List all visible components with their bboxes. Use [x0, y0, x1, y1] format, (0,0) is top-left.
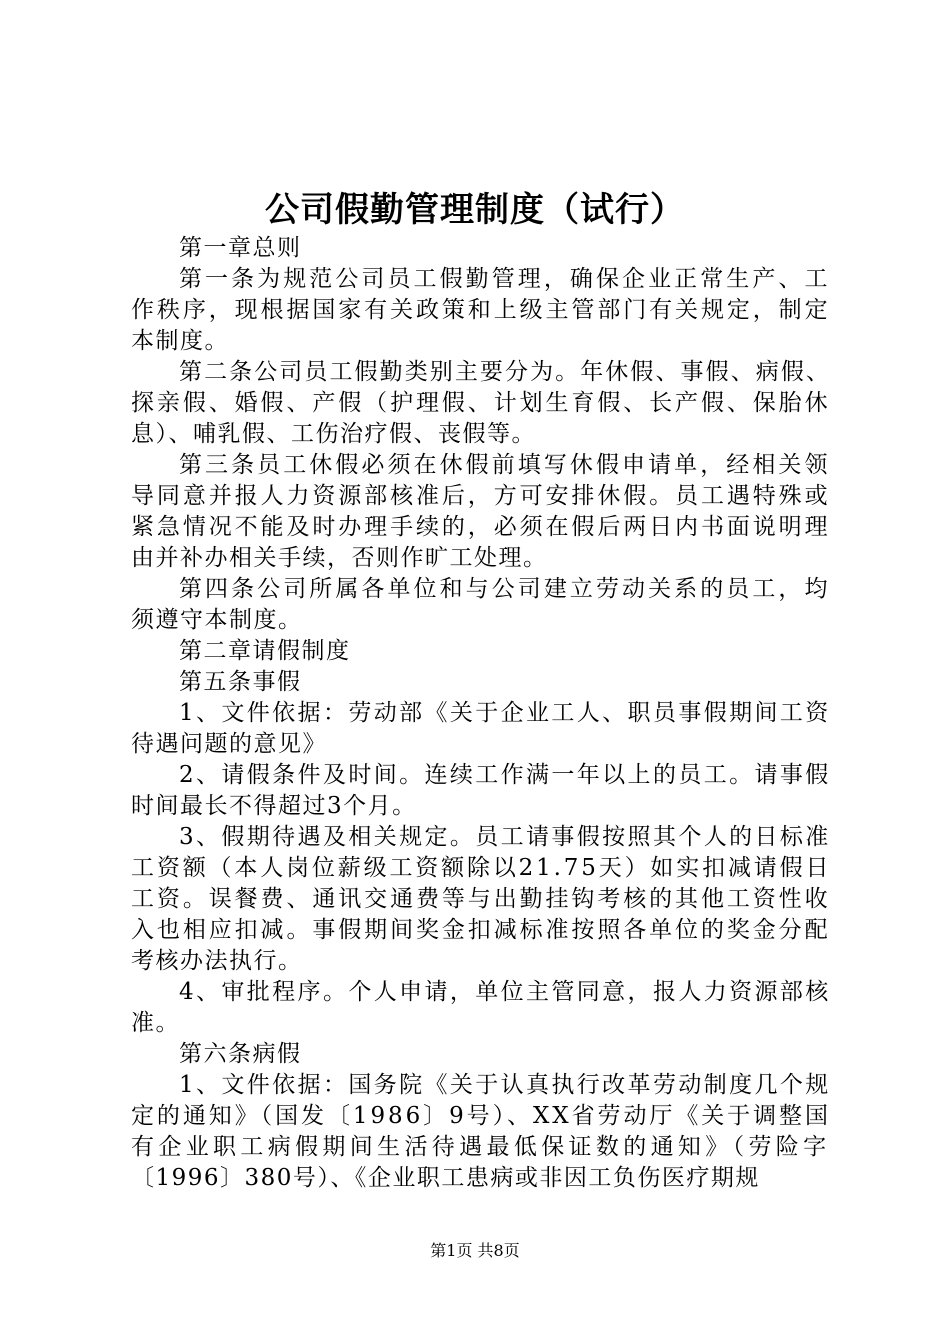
text-line: 探亲假、婚假、产假（护理假、计划生育假、长产假、保胎休: [131, 390, 831, 416]
text-line: 第二章请假制度: [179, 638, 351, 664]
text-line: 紧急情况不能及时办理手续的，必须在假后两日内书面说明理: [131, 514, 831, 540]
text-line: 须遵守本制度。: [131, 607, 303, 633]
text-line: 时间最长不得超过3个月。: [131, 793, 417, 819]
text-line: 待遇问题的意见》: [131, 731, 327, 757]
text-line: 4、审批程序。个人申请，单位主管同意，报人力资源部核: [179, 979, 831, 1005]
text-line: 第一章总则: [179, 235, 302, 261]
text-line: 3、假期待遇及相关规定。员工请事假按照其个人的日标准: [179, 824, 831, 850]
text-line: 第三条员工休假必须在休假前填写休假申请单，经相关领: [179, 452, 831, 478]
text-line: 准。: [131, 1010, 180, 1036]
text-line: 第二条公司员工假勤类别主要分为。年休假、事假、病假、: [179, 359, 831, 385]
document-title: 公司假勤管理制度（试行）: [265, 190, 685, 230]
text-line: 1、文件依据：国务院《关于认真执行改革劳动制度几个规: [179, 1072, 831, 1098]
text-line: 第四条公司所属各单位和与公司建立劳动关系的员工，均: [179, 576, 831, 602]
text-line: 有企业职工病假期间生活待遇最低保证数的通知》（劳险字: [131, 1134, 831, 1160]
text-line: 作秩序，现根据国家有关政策和上级主管部门有关规定，制定: [131, 297, 831, 323]
text-line: 息）、哺乳假、工伤治疗假、丧假等。: [131, 421, 536, 447]
text-line: 第一条为规范公司员工假勤管理，确保企业正常生产、工: [179, 266, 831, 292]
text-line: 由并补办相关手续，否则作旷工处理。: [131, 545, 548, 571]
page-footer: 第1页 共8页: [430, 1241, 520, 1260]
text-line: 入也相应扣减。事假期间奖金扣减标准按照各单位的奖金分配: [131, 917, 831, 943]
text-line: 〔1996〕380号）、《企业职工患病或非因工负伤医疗期规: [131, 1165, 760, 1191]
text-line: 本制度。: [131, 328, 229, 354]
text-line: 2、请假条件及时间。连续工作满一年以上的员工。请事假: [179, 762, 831, 788]
text-line: 考核办法执行。: [131, 948, 303, 974]
text-line: 第六条病假: [179, 1041, 302, 1067]
text-line: 导同意并报人力资源部核准后，方可安排休假。员工遇特殊或: [131, 483, 831, 509]
text-line: 工资额（本人岗位薪级工资额除以21.75天）如实扣减请假日: [131, 855, 831, 881]
text-line: 工资。误餐费、通讯交通费等与出勤挂钩考核的其他工资性收: [131, 886, 831, 912]
text-line: 第五条事假: [179, 669, 302, 695]
text-line: 定的通知》（国发〔1986〕9号）、XX省劳动厅《关于调整国: [131, 1103, 831, 1129]
text-line: 1、文件依据：劳动部《关于企业工人、职员事假期间工资: [179, 700, 831, 726]
